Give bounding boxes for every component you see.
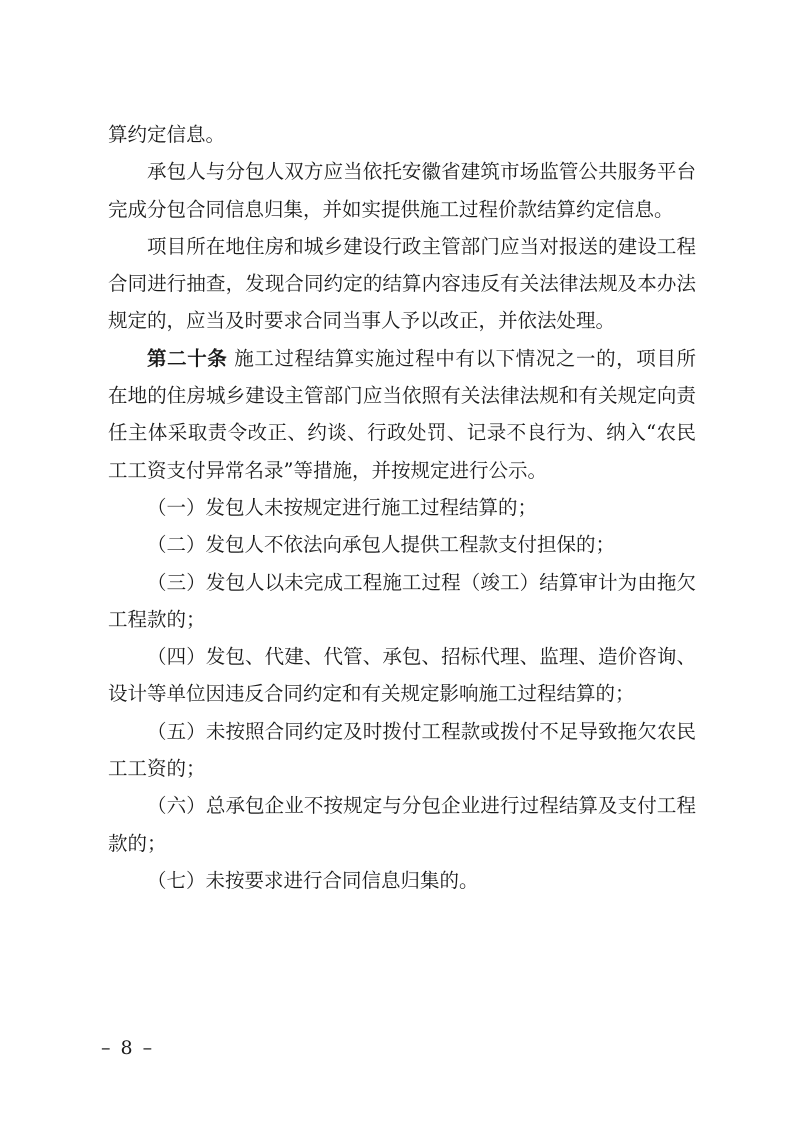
article-text: 施工过程结算实施过程中有以下情况之一的，项目所在地的住房城乡建设主管部门应当依照有关法律法规和有关规定向责任主体采取责令改正、约谈、行政处罚、记录不良行为、纳入“农民工工资支付异常名录”等措施，并按规定进行公示。 <box>108 346 696 482</box>
list-item-6: （六）总承包企业不按规定与分包企业进行过程结算及支付工程款的； <box>108 794 696 855</box>
page-number: – 8 – <box>101 1037 155 1059</box>
paragraph-continuation: 算约定信息。 <box>108 123 226 146</box>
article-heading: 第二十条 <box>147 346 228 370</box>
paragraph-contract-inspection: 项目所在地住房和城乡建设行政主管部门应当对报送的建设工程合同进行抽查，发现合同约定的结算内容违反有关法律法规及本办法规定的，应当及时要求合同当事人予以改正，并依法处理。 <box>108 234 696 333</box>
list-item-7: （七）未按要求进行合同信息归集的。 <box>147 868 479 892</box>
list-item-5: （五）未按照合同约定及时拨付工程款或拨付不足导致拖欠农民工工资的； <box>108 719 696 781</box>
list-item-2: （二）发包人不依法向承包人提供工程款支付担保的； <box>147 533 616 557</box>
paragraph-subcontract-info: 承包人与分包人双方应当依托安徽省建筑市场监管公共服务平台完成分包合同信息归集，并如实提供施工过程价款结算约定信息。 <box>108 160 696 221</box>
paragraph-article-20 <box>108 340 696 489</box>
document-body <box>108 116 696 899</box>
list-item-4: （四）发包、代建、代管、承包、招标代理、监理、造价咨询、设计等单位因违反合同约定和有关规定影响施工过程结算的； <box>108 645 696 706</box>
list-item-3: （三）发包人以未完成工程施工过程（竣工）结算审计为由拖欠工程款的； <box>108 570 696 631</box>
list-item-1: （一）发包人未按规定进行施工过程结算的； <box>147 495 538 519</box>
